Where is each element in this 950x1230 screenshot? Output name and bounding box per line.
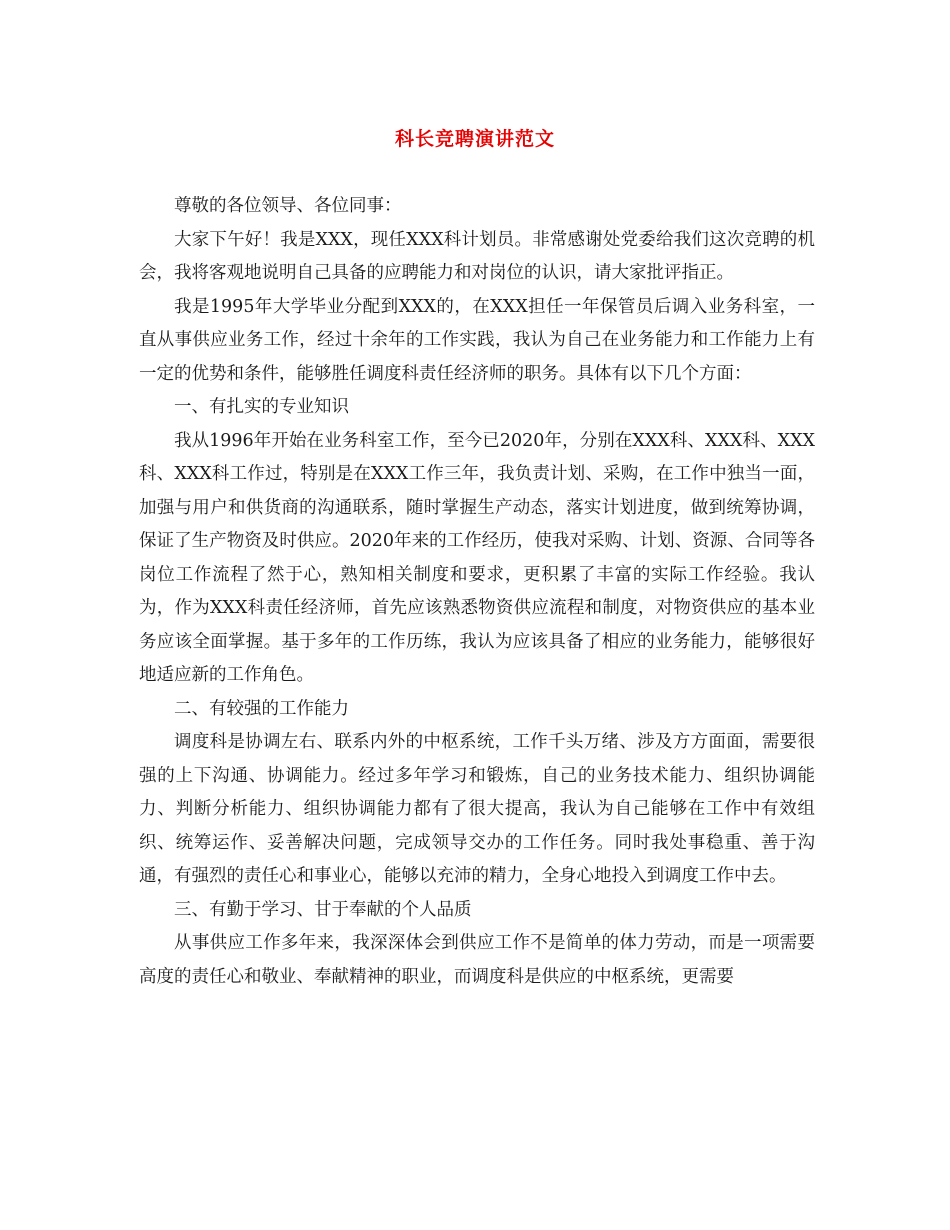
intro-paragraph: 大家下午好！我是XXX，现任XXX科计划员。非常感谢处党委给我们这次竞聘的机会，我将客观地说明自己具备的应聘能力和对岗位的认识，请大家批评指正。 <box>139 229 815 283</box>
greeting-paragraph: 尊敬的各位领导、各位同事： <box>174 196 402 216</box>
section-2-paragraph: 调度科是协调左右、联系内外的中枢系统，工作千头万绪、涉及方方面面，需要很强的上下沟通、协调能力。经过多年学习和锻炼，自己的业务技术能力、组织协调能力、判断分析能力、组织协调能力都有了很大提高，我认为自己能够在工作中有效组织、统筹运作、妥善解决问题，完成领导交办的工作任务。同时我处事稳重、善于沟通，有强烈的责任心和事业心，能够以充沛的精力，全身心地投入到调度工作中去。 <box>139 732 815 886</box>
section-heading-1: 一、有扎实的专业知识 <box>174 397 349 417</box>
background-paragraph: 我是1995年大学毕业分配到XXX的，在XXX担任一年保管员后调入业务科室，一直从事供应业务工作，经过十余年的工作实践，我认为自己在业务能力和工作能力上有一定的优势和条件，能够胜任调度科责任经济师的职务。具体有以下几个方面： <box>139 296 815 384</box>
section-heading-3: 三、有勤于学习、甘于奉献的个人品质 <box>174 899 472 920</box>
section-1-paragraph: 我从1996年开始在业务科室工作，至今已2020年，分别在XXX科、XXX科、XXX科、XXX科工作过，特别是在XXX工作三年，我负责计划、采购，在工作中独当一面，加强与用户和供货商的沟通联系，随时掌握生产动态，落实计划进度，做到统筹协调，保证了生产物资及时供应。2020年来的工作经历，使我对采购、计划、资源、合同等各岗位工作流程了然于心，熟知相关制度和要求，更积累了丰富的实际工作经验。我认为，作为XXX科责任经济师，首先应该熟悉物资供应流程和制度，对物资供应的基本业务应该全面掌握。基于多年的工作历练，我认为应该具备了相应的业务能力，能够很好地适应新的工作角色。 <box>139 430 815 685</box>
section-3-paragraph: 从事供应工作多年来，我深深体会到供应工作不是简单的体力劳动，而是一项需要高度的责任心和敬业、奉献精神的职业，而调度科是供应的中枢系统，更需要 <box>139 933 815 987</box>
section-heading-2: 二、有较强的工作能力 <box>174 698 349 719</box>
document-title: 科长竞聘演讲范文 <box>394 128 555 150</box>
document-body <box>139 190 815 994</box>
